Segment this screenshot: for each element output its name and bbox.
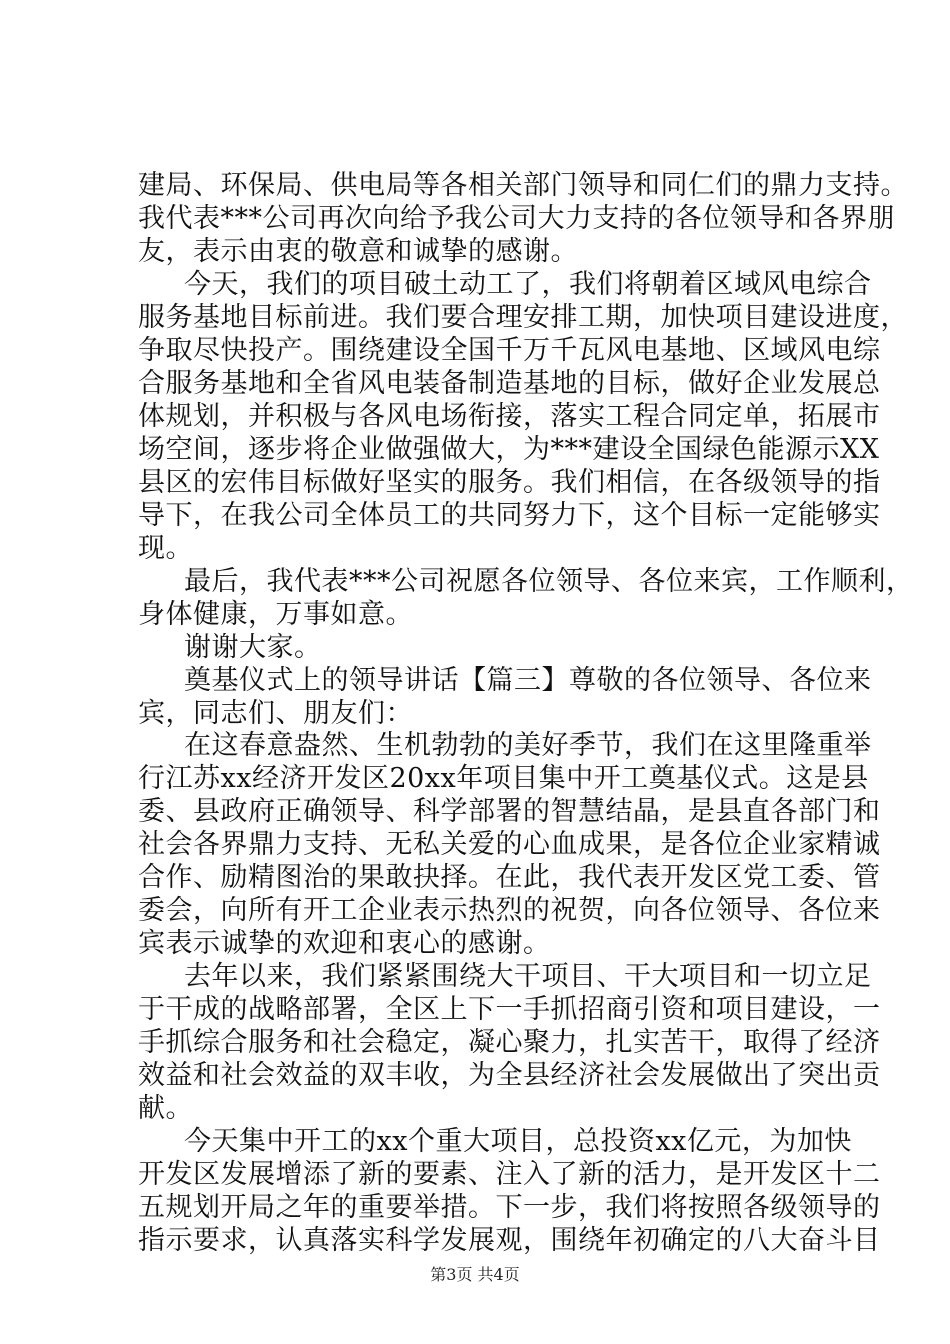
text-line: 建局、环保局、供电局等各相关部门领导和同仁们的鼎力支持。 — [138, 170, 908, 201]
text-line: 体规划，并积极与各风电场衔接，落实工程合同定单，拓展市 — [138, 400, 881, 432]
text-line: 最后，我代表***公司祝愿各位领导、各位来宾，工作顺利， — [184, 565, 914, 597]
text-line: 社会各界鼎力支持、无私关爱的心血成果，是各位企业家精诚 — [138, 829, 881, 861]
text-line: 宾表示诚挚的欢迎和衷心的感谢。 — [138, 928, 551, 960]
text-line: 委会，向所有开工企业表示热烈的祝贺，向各位领导、各位来 — [138, 895, 881, 927]
text-line: 去年以来，我们紧紧围绕大干项目、干大项目和一切立足 — [184, 961, 872, 993]
page-footer: 第3页 共4页 — [430, 1264, 520, 1284]
text-line: 友，表示由衷的敬意和诚挚的感谢。 — [138, 235, 578, 267]
text-line: 五规划开局之年的重要举措。下一步，我们将按照各级领导的 — [138, 1192, 881, 1224]
text-line: 合作、励精图治的果敢抉择。在此，我代表开发区党工委、管 — [138, 862, 881, 894]
text-line: 指示要求，认真落实科学发展观，围绕年初确定的八大奋斗目 — [138, 1225, 881, 1256]
text-line: 身体健康，万事如意。 — [138, 598, 413, 630]
text-line: 委、县政府正确领导、科学部署的智慧结晶，是县直各部门和 — [138, 796, 881, 828]
text-line: 我代表***公司再次向给予我公司大力支持的各位领导和各界朋 — [138, 202, 895, 234]
text-line: 服务基地目标前进。我们要合理安排工期，加快项目建设进度， — [138, 301, 908, 333]
text-line: 导下，在我公司全体员工的共同努力下，这个目标一定能够实 — [138, 499, 881, 531]
text-line: 开发区发展增添了新的要素、注入了新的活力，是开发区十二 — [138, 1159, 881, 1191]
text-line: 献。 — [138, 1093, 193, 1125]
text-line: 手抓综合服务和社会稳定，凝心聚力，扎实苦干，取得了经济 — [138, 1027, 881, 1059]
text-line: 场空间，逐步将企业做强做大，为***建设全国绿色能源示XX — [138, 433, 880, 465]
text-line: 在这春意盎然、生机勃勃的美好季节，我们在这里隆重举 — [184, 730, 872, 762]
text-line: 合服务基地和全省风电装备制造基地的目标，做好企业发展总 — [138, 367, 881, 399]
text-line: 奠基仪式上的领导讲话【篇三】尊敬的各位领导、各位来 — [184, 664, 872, 696]
text-line: 今天集中开工的xx个重大项目，总投资xx亿元，为加快 — [184, 1126, 852, 1158]
text-line: 宾，同志们、朋友们： — [138, 697, 413, 729]
text-line: 争取尽快投产。围绕建设全国千万千瓦风电基地、区域风电综 — [138, 334, 881, 366]
text-line: 谢谢大家。 — [184, 631, 322, 663]
text-line: 今天，我们的项目破土动工了，我们将朝着区域风电综合 — [184, 268, 872, 300]
text-line: 于干成的战略部署，全区上下一手抓招商引资和项目建设，一 — [138, 994, 881, 1026]
text-line: 县区的宏伟目标做好坚实的服务。我们相信，在各级领导的指 — [138, 466, 881, 498]
text-line: 现。 — [138, 532, 193, 564]
text-line: 行江苏xx经济开发区20xx年项目集中开工奠基仪式。这是县 — [138, 763, 869, 795]
text-line: 效益和社会效益的双丰收，为全县经济社会发展做出了突出贡 — [138, 1060, 881, 1092]
